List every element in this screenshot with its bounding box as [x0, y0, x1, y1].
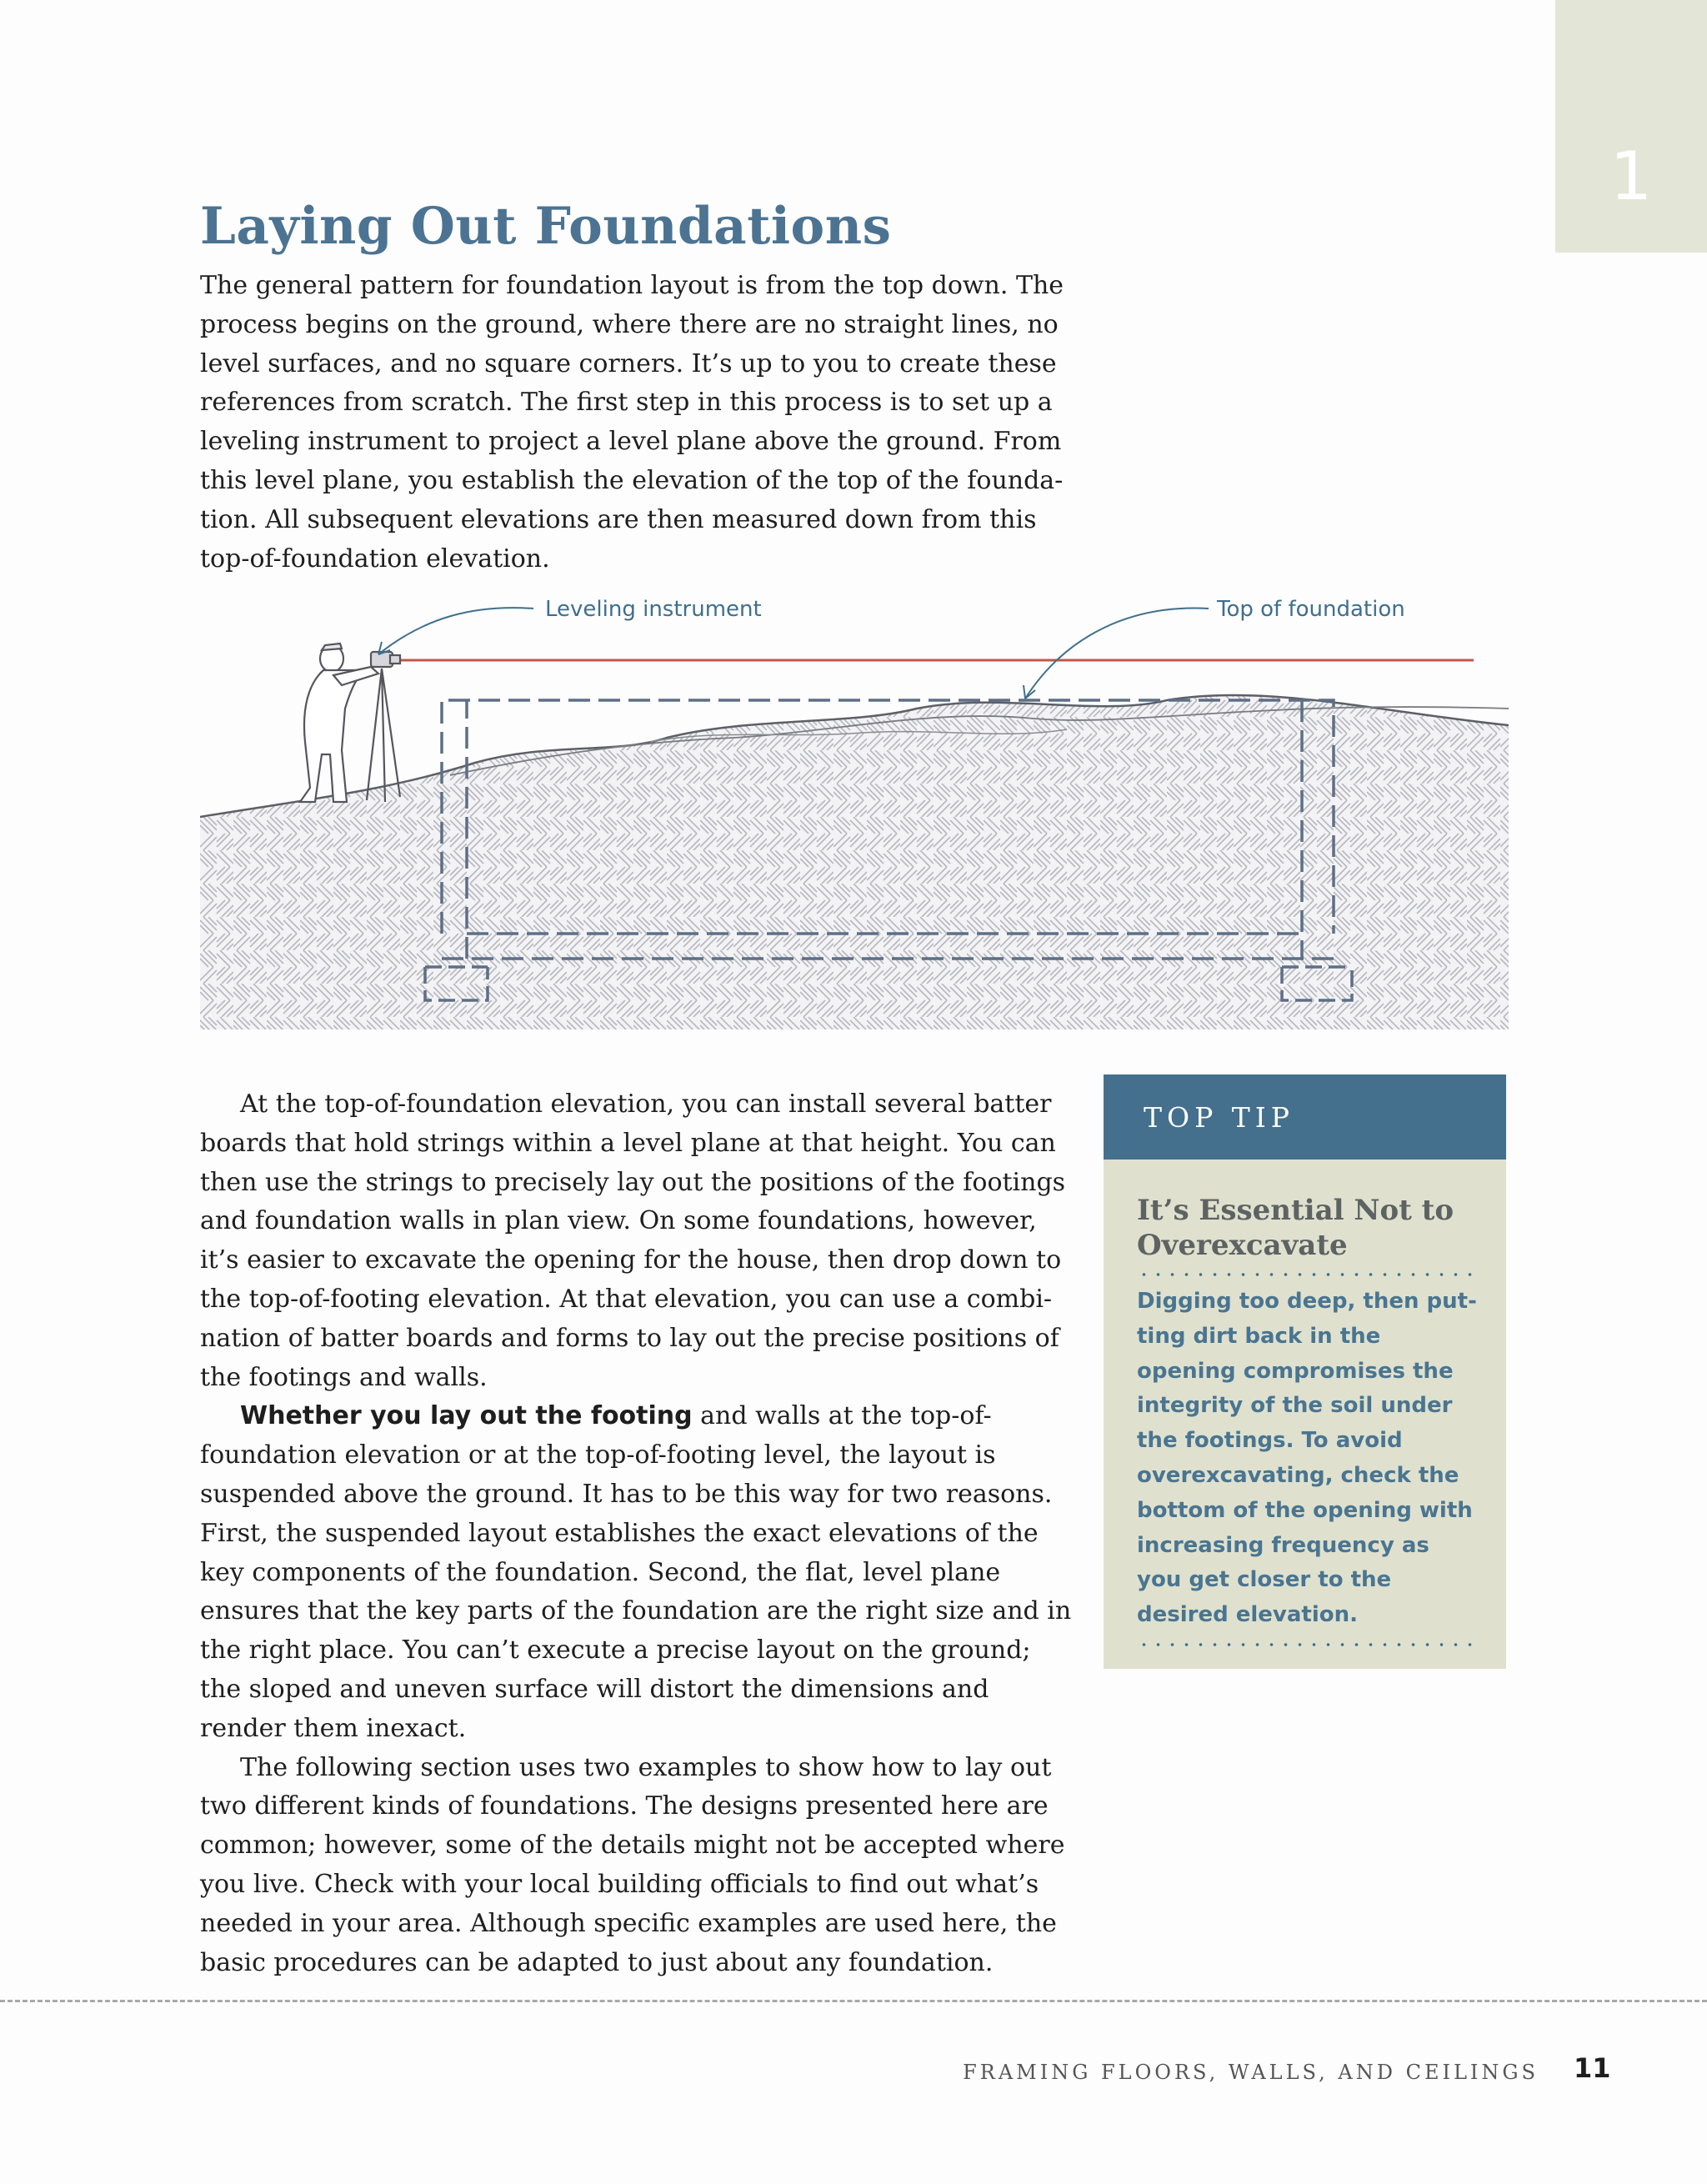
body-text — [200, 1085, 1079, 1982]
intro-paragraph: The general pattern for foundation layout is from the top down. The process begins on the ground, where there are no straight lines, no level surfaces, and no square corners. It’s up to you to create these references from scratch. The first step in this process is to set up a leveling instrument to project a level plane above the ground. From this level plane, you establish the elevation of the top of the founda-tion. All subsequent elevations are then measured down from this top-of-foundation elevation. — [200, 271, 1064, 574]
tip-body: Digging too deep, then put-ting dirt back in the opening compromises the integrity of the soil under the footings. To avoid overexcavating, check the bottom of the opening with increasing frequency as you get closer to the desired elevation. — [1137, 1289, 1477, 1628]
top-of-foundation-arrow — [1025, 609, 1209, 699]
foundation-layout-illustration — [200, 584, 1509, 1034]
tip-divider-top — [1137, 1273, 1476, 1276]
illustration-svg — [200, 584, 1509, 1034]
leveling-instrument-arrow — [378, 608, 533, 654]
run-in-heading: Whether you lay out the footing — [240, 1401, 693, 1431]
top-tip-sidebar — [1104, 1074, 1506, 1669]
page-title: Laying Out Foundations — [200, 197, 892, 256]
surveyor-figure — [300, 644, 400, 802]
chapter-tab — [1555, 0, 1707, 253]
tip-divider-bottom — [1137, 1643, 1476, 1646]
tip-header: TOP TIP — [1104, 1074, 1506, 1160]
chapter-number: 1 — [1609, 138, 1653, 215]
body-paragraph-2 — [200, 1397, 1079, 1748]
footer-divider — [0, 2000, 1707, 2002]
body-paragraph-2-text: and walls at the top-of-foundation elevation or at the top-of-footing level, the layout is suspended above the ground. It has to be this way for two reasons. First, the suspended layout establishes the exact elevations of the key components of the foundation. Second, the flat, level plane ensures that the key parts of the foundation are the right size and in the right place. You can’t execute a precise layout on the ground; the sloped and uneven surface will distort the dimensions and render them inexact. — [200, 1401, 1072, 1743]
tip-title: It’s Essential Not to Overexcavate — [1137, 1194, 1454, 1262]
ground-hatch — [200, 695, 1509, 1029]
page-number: 11 — [1574, 2052, 1611, 2084]
body-paragraph-3: The following section uses two examples to show how to lay out two different kinds of foundations. The designs presented here are common; however, some of the details might not be accepted where you live. Check with your local building officials to find out what’s needed in your area. Although specific examples are used here, the basic procedures can be adapted to just about any foundation. — [200, 1752, 1065, 1977]
callout-leveling-instrument: Leveling instrument — [545, 597, 762, 622]
body-paragraph-1: At the top-of-foundation elevation, you can install several batter boards that hold strings within a level plane at that height. You can then use the strings to precisely lay out the positions of the footings and foundation walls in plan view. On some foundations, however, it’s easier to excavate the opening for the house, then drop down to the top-of-footing elevation. At that elevation, you can use a combi-nation of batter boards and forms to lay out the precise positions of the footings and walls. — [200, 1089, 1066, 1392]
running-footer: FRAMING FLOORS, WALLS, AND CEILINGS — [963, 2061, 1539, 2084]
callout-top-of-foundation: Top of foundation — [1217, 597, 1405, 622]
